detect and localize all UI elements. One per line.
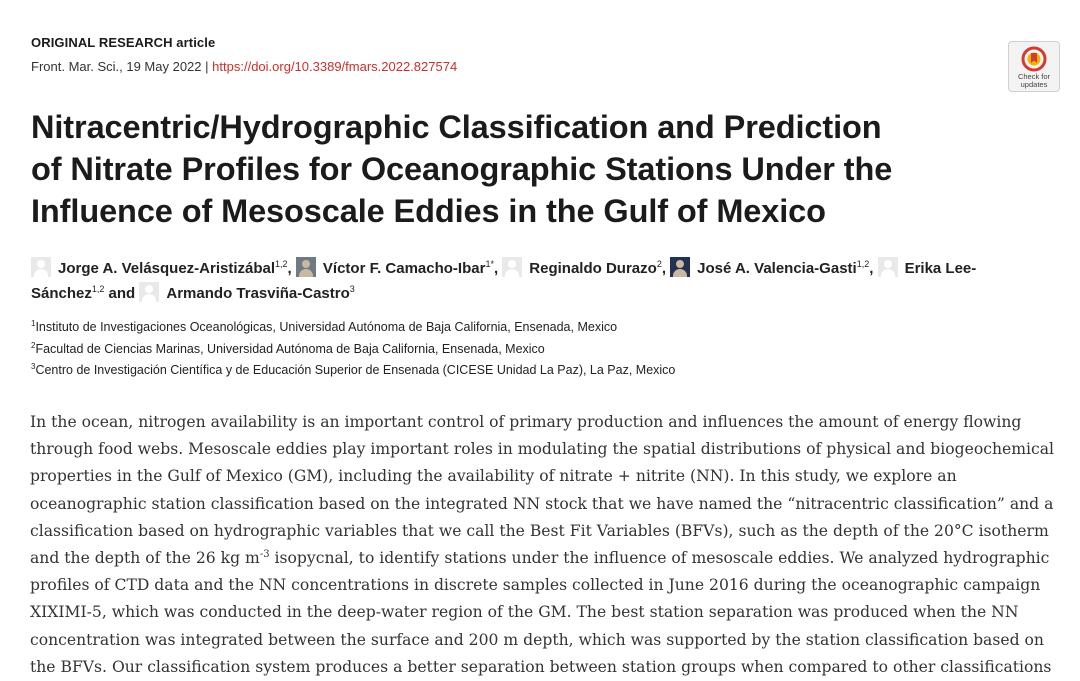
author-photo-icon bbox=[670, 257, 690, 277]
author-avatar-placeholder-icon bbox=[31, 257, 51, 277]
affiliation-list bbox=[31, 317, 675, 382]
affiliation-item: $^2$Facultad de Ciencias Marinas, Universidad Autónoma de Baja California, Ensenada, Mexico bbox=[31, 340, 545, 356]
abstract-line: XIXIMI-5, which was conducted in the deep-water region of the GM. The best station separation was produced when the NN bbox=[30, 603, 1019, 622]
meta-separator: | bbox=[205, 59, 209, 74]
affiliation-item: $^1$Instituto de Investigaciones Oceanológicas, Universidad Autónoma de Baja California, Ensenada, Mexico bbox=[31, 319, 618, 334]
abstract-line: In the ocean, nitrogen availability is an important control of primary production and influences the amount of energy flowing bbox=[30, 413, 1022, 431]
author-avatar-placeholder-icon bbox=[878, 257, 898, 277]
abstract-line: and the depth of the 26 kg $m^{-3}$ isopycnal, to identify stations under the influence of mesoscale eddies. We analyzed hydrographic bbox=[30, 549, 1050, 568]
affiliation-item: $^3$Centro de Investigación Científica y de Educación Superior de Ensenada (CICESE Unidad La Paz), La Paz, Mexico bbox=[31, 362, 676, 377]
article-type-label: ORIGINAL RESEARCH article bbox=[31, 35, 216, 50]
check-updates-icon bbox=[1021, 46, 1047, 72]
abstract-line: classification based on hydrographic variables that we call the Best Fit Variables (BFVs), such as the depth of the 20°C isotherm bbox=[30, 521, 1049, 540]
title-line: of Nitrate Profiles for Oceanographic Stations Under the bbox=[31, 151, 893, 187]
article-title bbox=[31, 106, 1031, 232]
abstract-line: profiles of CTD data and the NN concentrations in discrete samples collected in June 2016 during the oceanographic campaign bbox=[30, 576, 1041, 595]
abstract-line: oceanographic station classification based on the integrated NN stock that we have named the “nitracentric classification” and a bbox=[30, 494, 1054, 513]
author-photo-icon bbox=[296, 257, 316, 277]
abstract-line: through food webs. Mesoscale eddies play important roles in modulating the spatial distributions of physical and biogeochemical bbox=[30, 440, 1055, 459]
check-updates-text: Check for updates bbox=[1017, 72, 1051, 89]
author-list: Jorge A. Velásquez-Aristizábal$^{1,2}$, Víctor F. Camacho-Ibar$^{1*}$, Reginaldo Durazo$^2$, José A. Valencia-Gasti$^{1,2}$, Erika Lee- Sánchez$^{1,2}$ and Armando Trasviña-Castro$^3$ bbox=[31, 259, 977, 302]
author-armando[interactable]: Armando Trasviña-Castro$^3$ bbox=[139, 285, 354, 302]
abstract-text bbox=[30, 409, 1060, 681]
author-jorge[interactable]: Jorge A. Velásquez-Aristizábal$^{1,2}$ bbox=[31, 260, 288, 277]
author-reginaldo[interactable]: Reginaldo Durazo$^2$ bbox=[502, 260, 662, 277]
author-victor[interactable]: Víctor F. Camacho-Ibar$^{1*}$ bbox=[296, 260, 494, 277]
abstract-line: the BFVs. Our classification system produces a better separation between station groups when compared to other classifications bbox=[30, 657, 1052, 676]
abstract-line: properties in the Gulf of Mexico (GM), including the availability of nitrate + nitrite (NN). In this study, we explore an bbox=[30, 467, 957, 486]
author-avatar-placeholder-icon bbox=[502, 257, 522, 277]
doi-link[interactable]: https://doi.org/10.3389/fmars.2022.827574 bbox=[212, 59, 458, 74]
journal-date: Front. Mar. Sci., 19 May 2022 bbox=[31, 59, 202, 74]
journal-meta-line bbox=[31, 59, 457, 74]
abstract-line: concentration was integrated between the surface and 200 m depth, which was supported by the station classification based on bbox=[30, 630, 1044, 649]
title-line: Influence of Mesoscale Eddies in the Gulf of Mexico bbox=[31, 193, 826, 229]
author-erika[interactable]: Erika Lee- Sánchez$^{1,2}$ bbox=[31, 260, 976, 302]
author-jose[interactable]: José A. Valencia-Gasti$^{1,2}$ bbox=[670, 260, 869, 277]
check-for-updates-button[interactable] bbox=[1008, 41, 1060, 92]
author-avatar-placeholder-icon bbox=[139, 282, 159, 302]
title-line: Nitracentric/Hydrographic Classification and Prediction bbox=[31, 109, 882, 145]
